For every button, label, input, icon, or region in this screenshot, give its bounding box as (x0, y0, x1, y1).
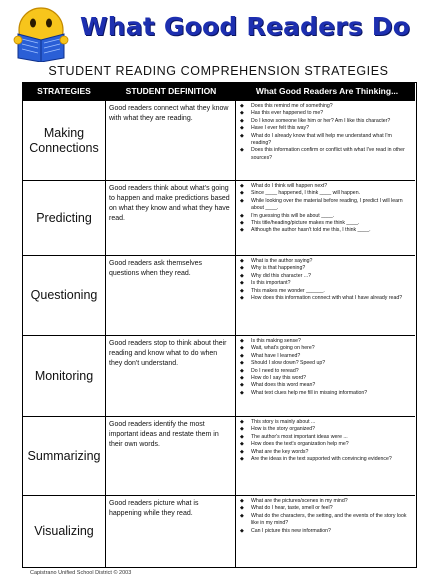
table-row (23, 180, 415, 255)
table-row (23, 416, 415, 495)
strategy-name: Visualizing (34, 524, 94, 538)
list-item: ◆ What text clues help me fill in missing information? (238, 390, 412, 397)
smiley-reading-book-icon (10, 4, 72, 62)
strategy-definition: Good readers stop to think about their reading and know what to do when they don't understand. (105, 336, 235, 416)
list-item: ◆ Does this remind me of something? (238, 103, 412, 110)
list-item: ◆ This makes me wonder ______. (238, 288, 412, 295)
list-item: ◆ What does this word mean? (238, 382, 412, 389)
footer-credit: Capistrano Unified School District © 2003 (30, 570, 132, 576)
page-subtitle: STUDENT READING COMPREHENSION STRATEGIES (48, 64, 389, 78)
strategy-name: Predicting (36, 210, 92, 225)
list-item: ◆ This story is mainly about ... (238, 419, 412, 426)
table-row (23, 335, 415, 416)
table-row (23, 100, 415, 180)
list-item: ◆ Wait, what's going on here? (238, 345, 412, 352)
strategy-definition: Good readers picture what is happening while they read. (105, 496, 235, 567)
list-item: ◆ What do I hear, taste, smell or feel? (238, 505, 412, 512)
list-item: ◆ How is the story organized? (238, 426, 412, 433)
table-row (23, 255, 415, 335)
strategy-name: Making Connections (29, 125, 99, 155)
strategy-name: Summarizing (27, 448, 101, 463)
table-row (23, 495, 415, 567)
list-item: ◆ The author's most important ideas were ... (238, 434, 412, 441)
list-item: ◆ How does this information connect with what I have already read? (238, 295, 412, 302)
strategy-definition: Good readers ask themselves questions when they read. (105, 256, 235, 335)
list-item: ◆ What do the characters, the setting, and the events of the story look like in my mind? (238, 513, 412, 528)
list-item: ◆ While looking over the material before reading, I predict I will learn about ____. (238, 198, 412, 213)
strategy-definition: Good readers connect what they know with what they are reading. (105, 101, 235, 180)
list-item: ◆ Is this important? (238, 280, 412, 287)
list-item: ◆ Do I need to reread? (238, 368, 412, 375)
list-item: ◆ Can I picture this new information? (238, 528, 412, 535)
thinking-list (235, 336, 415, 416)
list-item: ◆ I'm guessing this will be about ____. (238, 213, 412, 220)
list-item: ◆ Should I slow down? Speed up? (238, 360, 412, 367)
list-item: ◆ What are the key words? (238, 449, 412, 456)
table-header (23, 83, 415, 100)
list-item: ◆ What do I already know that will help me understand what I'm reading? (238, 133, 412, 148)
list-item: ◆ Has this ever happened to me? (238, 110, 412, 117)
strategies-table (22, 82, 417, 568)
list-item: ◆ This title/heading/picture makes me think ____. (238, 220, 412, 227)
page-title: What Good Readers Do (80, 12, 411, 41)
thinking-list (235, 417, 415, 495)
column-header-definition: STUDENT DEFINITION (125, 86, 217, 96)
list-item: ◆ Although the author hasn't told me this, I think ____. (238, 227, 412, 234)
thinking-list (235, 101, 415, 180)
column-header-strategies: STRATEGIES (37, 86, 91, 96)
thinking-list (235, 181, 415, 255)
list-item: ◆ How do I say this word? (238, 375, 412, 382)
list-item: ◆ What have I learned? (238, 353, 412, 360)
list-item: ◆ What do I think will happen next? (238, 183, 412, 190)
list-item: ◆ Since ____ happened, I think ____ will happen. (238, 190, 412, 197)
page-header (0, 0, 437, 64)
list-item: ◆ Are the ideas in the text supported with convincing evidence? (238, 456, 412, 463)
list-item: ◆ Is this making sense? (238, 338, 412, 345)
list-item: ◆ Do I know someone like him or her? Am I like this character? (238, 118, 412, 125)
list-item: ◆ Does this information confirm or conflict with what I've read in other sources? (238, 147, 412, 162)
strategy-name: Monitoring (34, 368, 94, 383)
list-item: ◆ What are the pictures/scenes in my mind? (238, 498, 412, 505)
strategy-definition: Good readers identify the most important ideas and restate them in their own words. (105, 417, 235, 495)
list-item: ◆ What is the author saying? (238, 258, 412, 265)
strategy-name: Questioning (30, 288, 98, 302)
list-item: ◆ How does the text's organization help me? (238, 441, 412, 448)
thinking-list (235, 256, 415, 335)
list-item: ◆ Why is that happening? (238, 265, 412, 272)
column-header-thinking: What Good Readers Are Thinking... (255, 86, 399, 96)
list-item: ◆ Have I ever felt this way? (238, 125, 412, 132)
strategy-definition: Good readers think about what's going to happen and make predictions based on what they know and what they have read. (105, 181, 235, 255)
list-item: ◆ Why did this character ...? (238, 273, 412, 280)
thinking-list (235, 496, 415, 567)
